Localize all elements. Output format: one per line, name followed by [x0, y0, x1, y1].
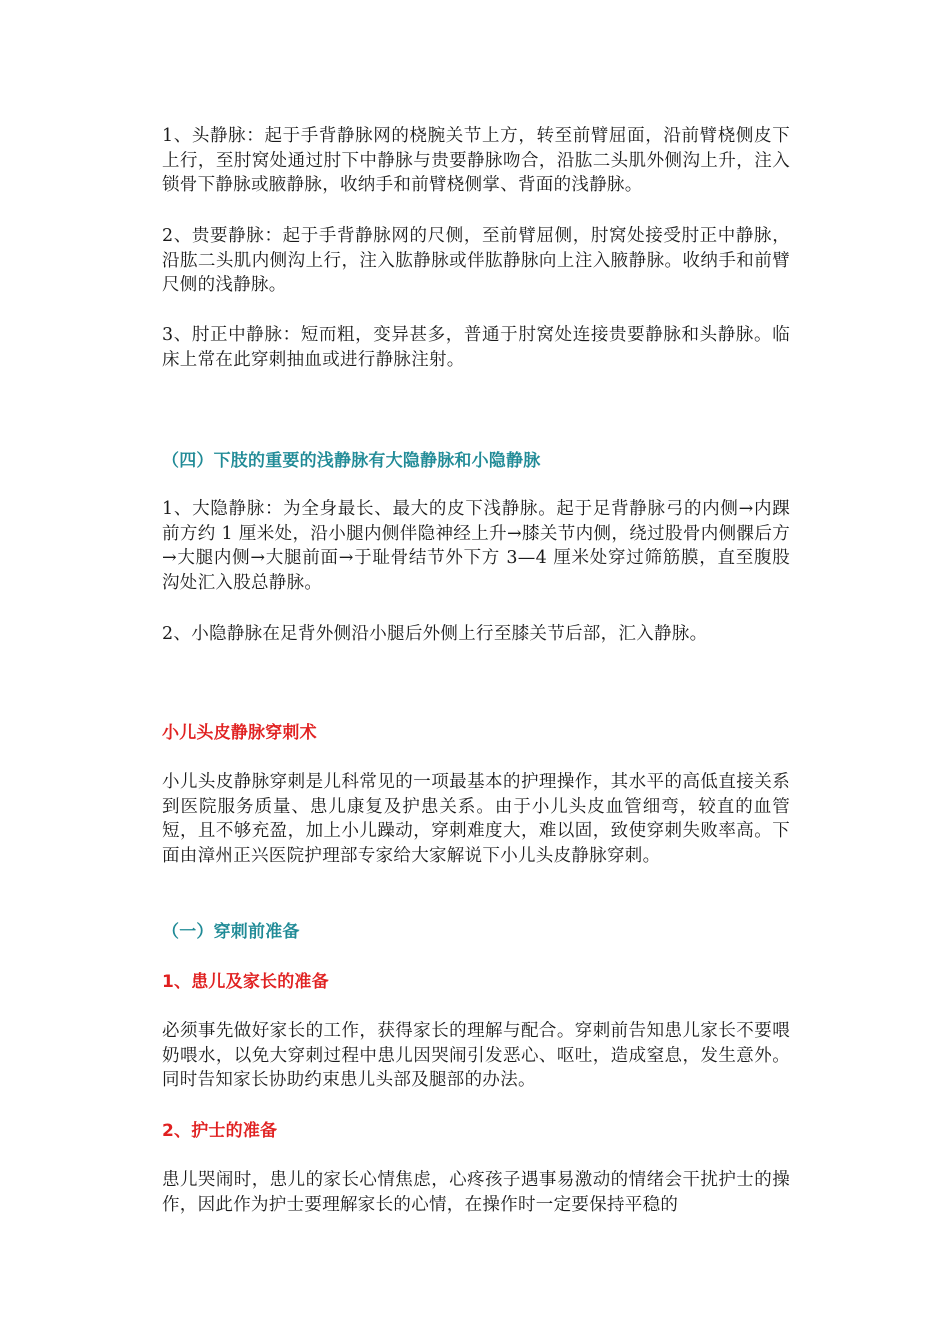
patient-parent-prep-heading: 1、患儿及家长的准备 [162, 972, 329, 992]
paragraph-patient-parent-prep: 必须事先做好家长的工作，获得家长的理解与配合。穿刺前告知患儿家长不要喂奶喂水，以免大穿刺过程中患儿因哭闹引发恶心、呕吐，造成窒息，发生意外。同时告知家长协助约束患儿头部及腿部的办法。 [162, 1021, 790, 1091]
paragraph-small-saphenous-vein: 2、小隐静脉在足背外侧沿小腿后外侧上行至膝关节后部，汇入静脉。 [162, 624, 708, 644]
paragraph-nurse-prep: 患儿哭闹时，患儿的家长心情焦虑，心疼孩子遇事易激动的情绪会干扰护士的操作，因此作为护士要理解家长的心情，在操作时一定要保持平稳的 [162, 1170, 790, 1215]
lower-limb-heading: （四）下肢的重要的浅静脉有大隐静脉和小隐静脉 [162, 451, 541, 471]
paragraph-great-saphenous-vein: 1、大隐静脉：为全身最长、最大的皮下浅静脉。起于足背静脉弓的内侧→内踝前方约 1 厘米处，沿小腿内侧伴隐神经上升→膝关节内侧，绕过股骨内侧髁后方→大腿内侧→大腿前面→于耻骨结节外下方 3—4 厘米处穿过筛筋膜，直至腹股沟处汇入股总静脉。 [162, 499, 790, 593]
paragraph-cephalic-vein: 1、头静脉：起于手背静脉网的桡腕关节上方，转至前臂屈面，沿前臂桡侧皮下上行，至肘窝处通过肘下中静脉与贵要静脉吻合，沿肱二头肌外侧沟上升，注入锁骨下静脉或腋静脉，收纳手和前臂桡侧掌、背面的浅静脉。 [162, 126, 790, 196]
preparation-heading: （一）穿刺前准备 [162, 922, 300, 942]
scalp-puncture-title: 小儿头皮静脉穿刺术 [162, 723, 317, 743]
paragraph-median-cubital-vein: 3、肘正中静脉：短而粗，变异甚多，普通于肘窝处连接贵要静脉和头静脉。临床上常在此穿刺抽血或进行静脉注射。 [162, 325, 790, 370]
paragraph-scalp-puncture-intro: 小儿头皮静脉穿刺是儿科常见的一项最基本的护理操作，其水平的高低直接关系到医院服务质量、患儿康复及护患关系。由于小儿头皮血管细弯，较直的血管短，且不够充盈，加上小儿躁动，穿刺难度大，难以固，致使穿刺失败率高。下面由漳州正兴医院护理部专家给大家解说下小儿头皮静脉穿刺。 [162, 772, 790, 866]
paragraph-basilic-vein: 2、贵要静脉：起于手背静脉网的尺侧，至前臂屈侧，肘窝处接受肘正中静脉，沿肱二头肌内侧沟上行，注入肱静脉或伴肱静脉向上注入腋静脉。收纳手和前臂尺侧的浅静脉。 [162, 226, 790, 296]
nurse-prep-heading: 2、护士的准备 [162, 1121, 278, 1141]
